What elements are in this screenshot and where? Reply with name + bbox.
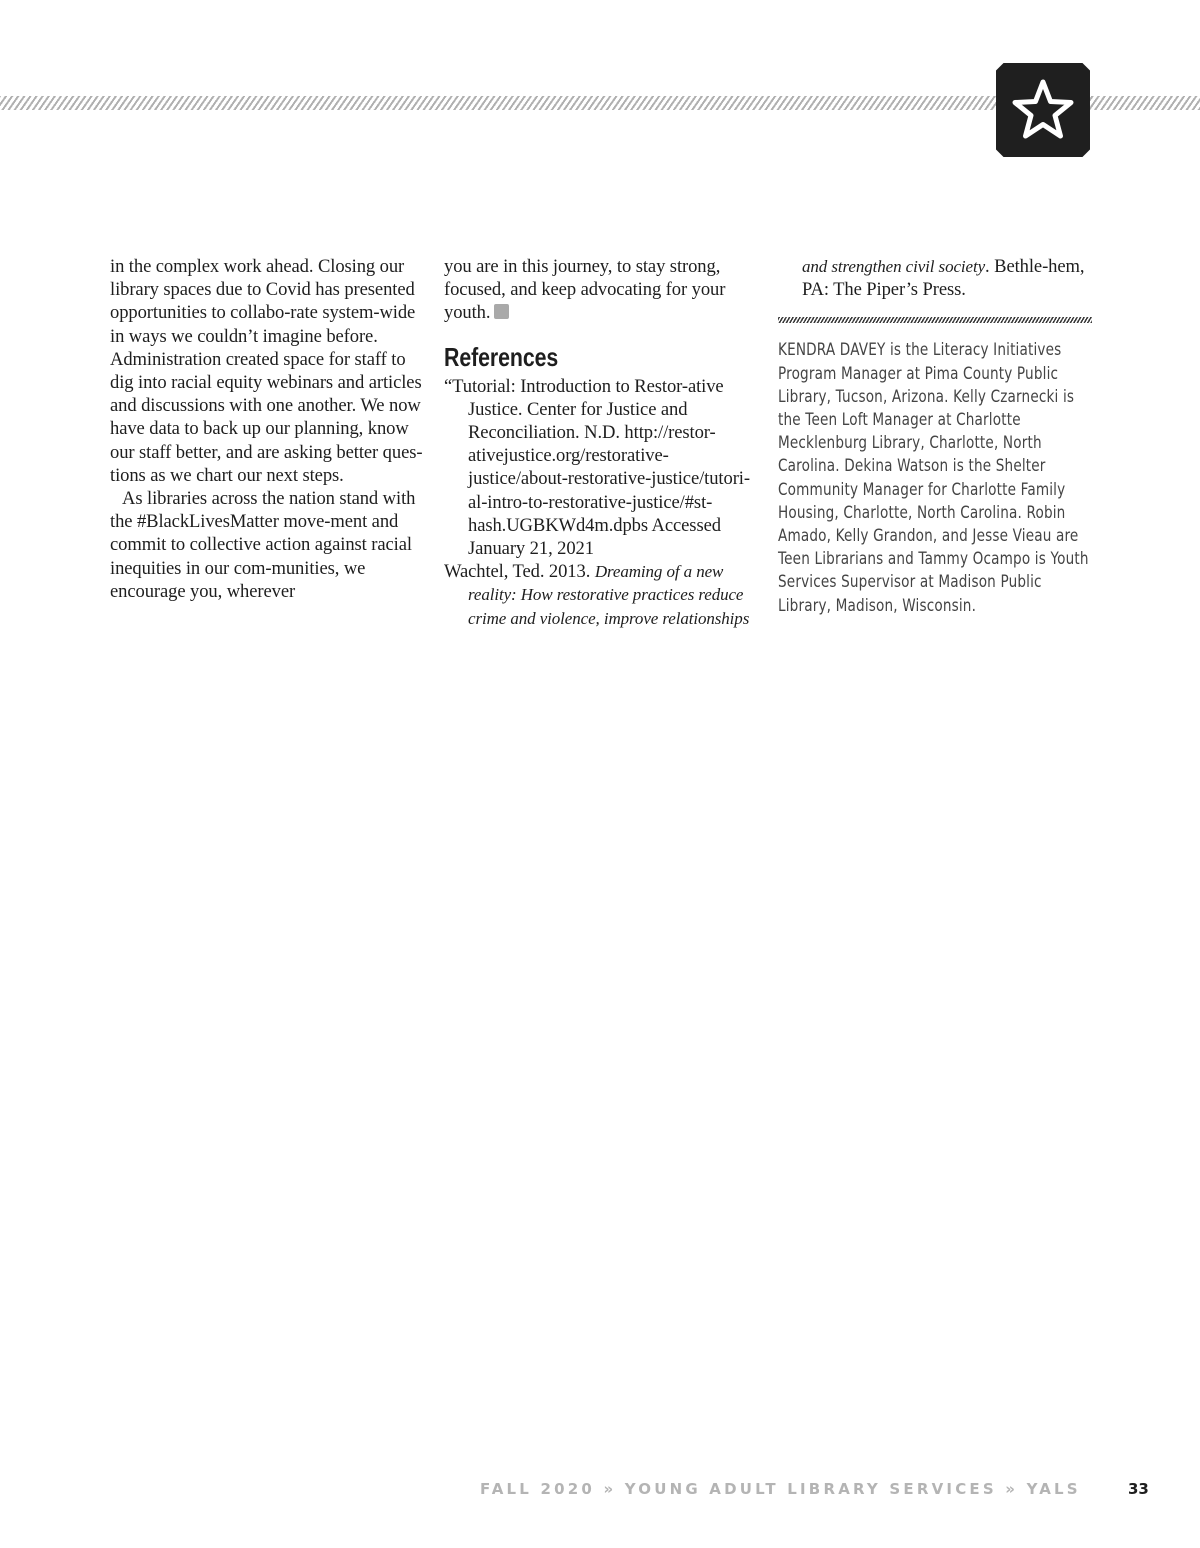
reference-publisher: . Bethle-hem, PA: The Piper’s Press. xyxy=(802,256,1085,301)
reference-title: Dreaming of a new reality: How restorative practices reduce crime and violence, improve relationships xyxy=(468,562,750,628)
column-2 xyxy=(444,255,759,630)
running-footer: FALL 2020 » YOUNG ADULT LIBRARY SERVICES » YALS xyxy=(480,1480,1081,1498)
reference-item xyxy=(444,560,759,630)
column-1 xyxy=(110,255,425,603)
reference-item: “Tutorial: Introduction to Restor-ative Justice. Center for Justice and Reconciliation. N.D. http://restor-ativejustice.org/restorative-justice/about-restorative-justice/tutori-al-intro-to-restorative-justice/#st-hash.UGBKWd4m.dpbs Accessed January 21, 2021 xyxy=(444,375,750,560)
section-divider xyxy=(778,317,1092,323)
star-badge xyxy=(996,63,1090,157)
reference-author: Wachtel, Ted. 2013. xyxy=(444,561,595,583)
closing-text: you are in this journey, to stay strong, focused, and keep advocating for your youth. xyxy=(444,256,726,324)
author-bio: KENDRA DAVEY is the Literacy Initiatives Program Manager at Pima County Public Library, Tucson, Arizona. Kelly Czarnecki is the Teen Loft Manager at Charlotte Mecklenburg Library, Charlotte, North Carolina. Dekina Watson is the Shelter Community Manager for Charlotte Family Housing, Charlotte, North Carolina. Robin Amado, Kelly Grandon, and Jesse Vieau are Teen Librarians and Tammy Ocampo is Youth Services Supervisor at Madison Public Library, Madison, Wisconsin. xyxy=(778,340,1089,616)
star-icon xyxy=(1011,78,1075,142)
body-paragraph-end xyxy=(444,255,759,325)
reference-title-continued: and strengthen civil society xyxy=(802,257,986,276)
reference-item-continued xyxy=(778,255,1096,301)
body-paragraph: As libraries across the nation stand with the #BlackLivesMatter move-ment and commit to collective action against racial inequities in our com-munities, we encourage you, wherever xyxy=(110,488,416,602)
page-number: 33 xyxy=(1128,1480,1149,1498)
references-heading: References xyxy=(444,341,559,372)
column-3 xyxy=(778,255,1096,618)
body-paragraph: in the complex work ahead. Closing our library spaces due to Covid has presented opportunities to collabo-rate system-wide in ways we couldn’t imagine before. Administration created space for staff to dig into racial equity webinars and articles and discussions with one another. We now have data to back up our planning, know our staff better, and are asking better ques-tions as we chart our next steps. xyxy=(110,256,423,486)
end-mark-square-icon xyxy=(494,304,509,319)
